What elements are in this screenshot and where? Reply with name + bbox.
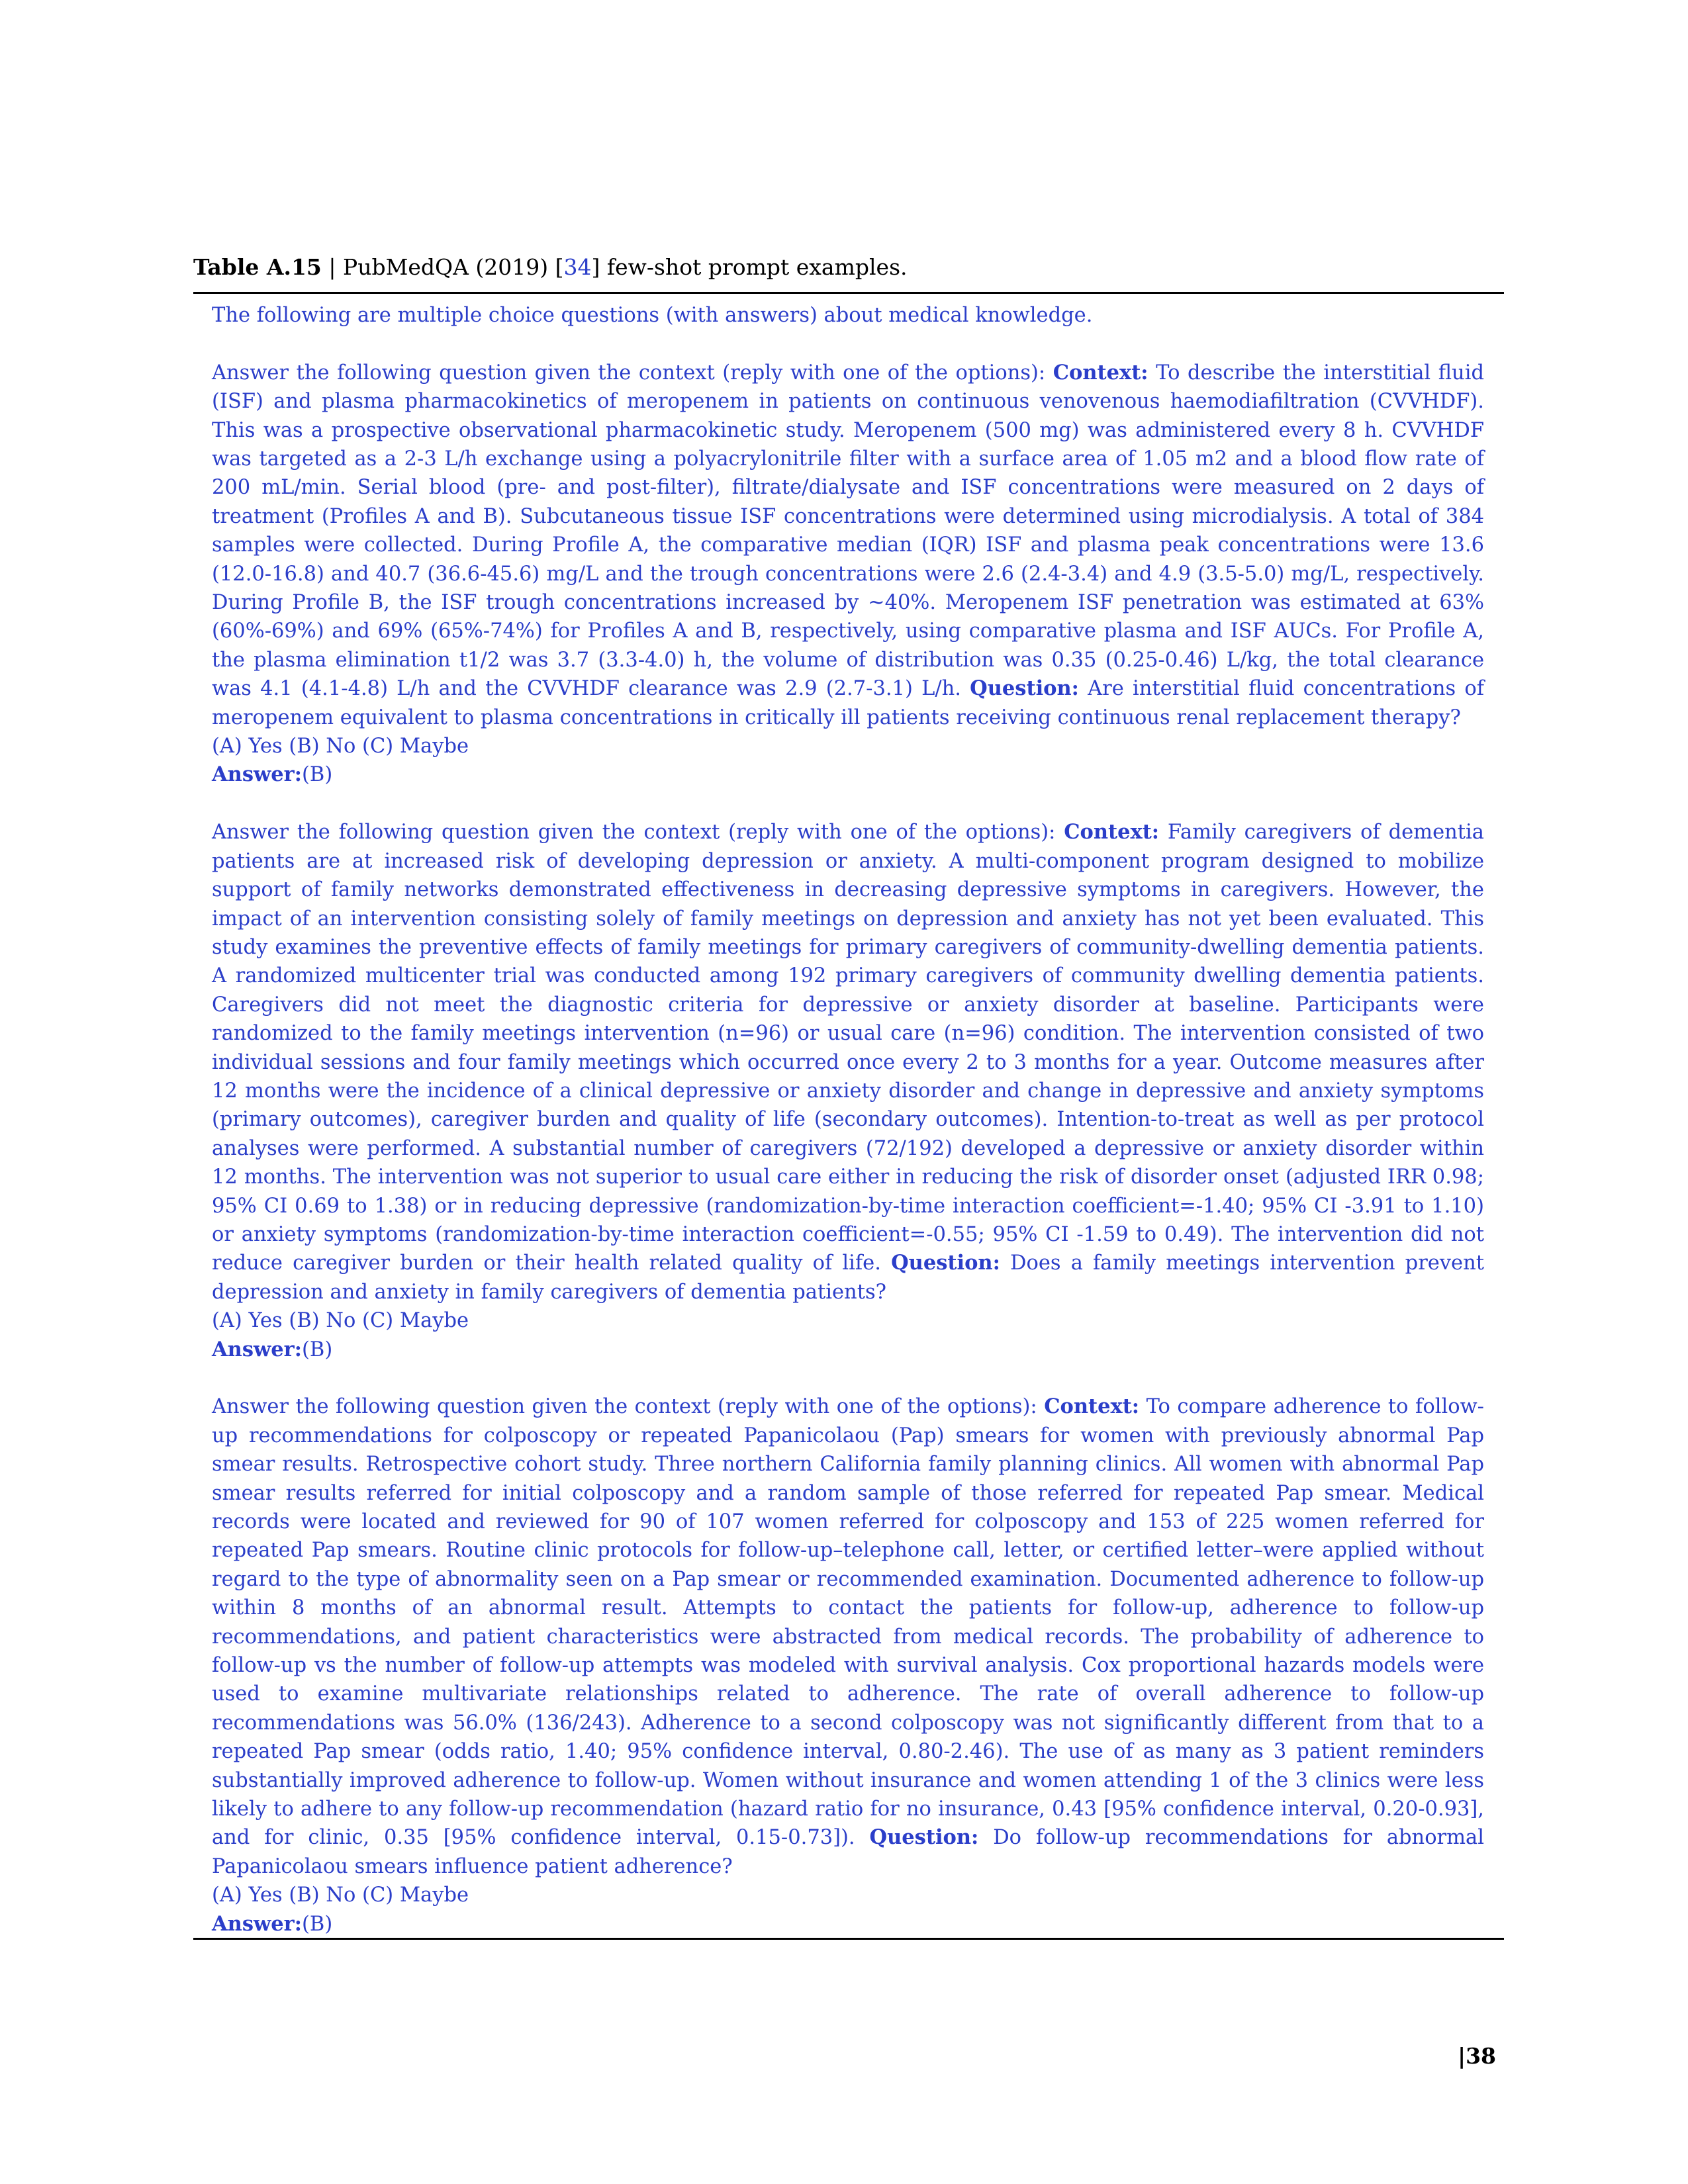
example-3-question-label: Question:: [869, 1825, 979, 1850]
intro-line: The following are multiple choice questions (with answers) about medical knowledge.: [212, 304, 1093, 327]
example-2-lead: Answer the following question given the context (reply with one of the options):: [212, 821, 1064, 844]
example-3-answer-value: (B): [302, 1912, 333, 1936]
example-1-context-text: To describe the interstitial fluid (ISF) and plasma pharmacokinetics of meropenem in patients on continuous venovenous haemodiafiltration (CVVHDF). This was a prospective observational pharmacokinetic study. Meropenem (500 mg) was administered every 8 h. CVVHDF was targeted as a 2-3 L/h exchange using a polyacrylonitrile filter with a surface area of 1.05 m2 and a blood flow rate of 200 mL/min. Serial blood (pre- and post-filter), filtrate/dialysate and ISF concentrations were measured on 2 days of treatment (Profiles A and B). Subcutaneous tissue ISF concentrations were determined using microdialysis. A total of 384 samples were collected. During Profile A, the comparative median (IQR) ISF and plasma peak concentrations were 13.6 (12.0-16.8) and 40.7 (36.6-45.6) mg/L and the trough concentrations were 2.6 (2.4-3.4) and 4.9 (3.5-5.0) mg/L, respectively. During Profile B, the ISF trough concentrations increased by ∼40%. Meropenem ISF penetration was estimated at 63% (60%-69%) and 69% (65%-74%) for Profiles A and B, respectively, using comparative plasma and ISF AUCs. For Profile A, the plasma elimination t1/2 was 3.7 (3.3-4.0) h, the volume of distribution was 0.35 (0.25-0.46) L/kg, the total clearance was 4.1 (4.1-4.8) L/h and the CVVHDF clearance was 2.9 (2.7-3.1) L/h.: [212, 361, 1484, 701]
example-3-options: (A) Yes (B) No (C) Maybe: [212, 1884, 469, 1907]
example-2-options: (A) Yes (B) No (C) Maybe: [212, 1309, 469, 1333]
example-3-lead: Answer the following question given the context (reply with one of the options):: [212, 1395, 1045, 1419]
example-2-question-text: Does a family meetings intervention prevent depression and anxiety in family caregivers of dementia patients?: [212, 1251, 1484, 1304]
example-1-question-text: Are interstitial fluid concentrations of meropenem equivalent to plasma concentrations in critically ill patients receiving continuous renal replacement therapy?: [212, 677, 1484, 729]
spacer: [212, 790, 1484, 818]
caption-dataset: PubMedQA (2019) [: [343, 254, 564, 280]
example-1-answer: [212, 760, 1484, 789]
example-1-context-paragraph: [212, 359, 1484, 732]
example-1-question-label: Question:: [970, 676, 1079, 701]
example-3-context-text: To compare adherence to follow-up recommendations for colposcopy or repeated Papanicolaou (Pap) smears for women with previously abnormal Pap smear results. Retrospective cohort study. Three northern California family planning clinics. All women with abnormal Pap smear results referred for initial colposcopy and a random sample of those referred for repeated Pap smear. Medical records were located and reviewed for 90 of 107 women referred for colposcopy and 153 of 225 women referred for repeated Pap smears. Routine clinic protocols for follow-up–telephone call, letter, or certified letter–were applied without regard to the type of abnormality seen on a Pap smear or recommended examination. Documented adherence to follow-up within 8 months of an abnormal result. Attempts to contact the patients for follow-up, adherence to follow-up recommendations, and patient characteristics were abstracted from medical records. The probability of adherence to follow-up vs the number of follow-up attempts was modeled with survival analysis. Cox proportional hazards models were used to examine multivariate relationships related to adherence. The rate of overall adherence to follow-up recommendations was 56.0% (136/243). Adherence to a second colposcopy was not significantly different from that to a repeated Pap smear (odds ratio, 1.40; 95% confidence interval, 0.80-2.46). The use of as many as 3 patient reminders substantially improved adherence to follow-up. Women without insurance and women attending 1 of the 3 clinics were less likely to adhere to any follow-up recommendation (hazard ratio for no insurance, 0.43 [95% confidence interval, 0.20-0.93], and for clinic, 0.35 [95% confidence interval, 0.15-0.73]).: [212, 1395, 1484, 1850]
bottom-rule: [193, 1938, 1504, 1940]
caption-separator: |: [321, 254, 344, 280]
example-1-lead: Answer the following question given the context (reply with one of the options):: [212, 361, 1053, 385]
example-3-context-label: Context:: [1044, 1394, 1140, 1419]
top-rule: [193, 292, 1504, 294]
example-3-question-text: Do follow-up recommendations for abnormal Papanicolaou smears influence patient adherence?: [212, 1826, 1484, 1878]
page-number: |38: [1458, 2043, 1496, 2069]
example-2-context-paragraph: [212, 818, 1484, 1306]
spacer: [212, 1364, 1484, 1392]
table-caption: [193, 253, 1504, 282]
example-2-question-label: Question:: [891, 1251, 1000, 1275]
example-1-answer-label: Answer:: [212, 762, 302, 787]
example-2-answer-value: (B): [302, 1338, 333, 1361]
example-2-context-label: Context:: [1064, 820, 1160, 844]
citation-link[interactable]: 34: [563, 254, 592, 280]
example-2-context-text: Family caregivers of dementia patients are at increased risk of developing depression or anxiety. A multi-component program designed to mobilize support of family networks demonstrated effectiveness in decreasing depressive symptoms in caregivers. However, the impact of an intervention consisting solely of family meetings on depression and anxiety has not yet been evaluated. This study examines the preventive effects of family meetings for primary caregivers of community-dwelling dementia patients. A randomized multicenter trial was conducted among 192 primary caregivers of community dwelling dementia patients. Caregivers did not meet the diagnostic criteria for depressive or anxiety disorder at baseline. Participants were randomized to the family meetings intervention (n=96) or usual care (n=96) condition. The intervention consisted of two individual sessions and four family meetings which occurred once every 2 to 3 months for a year. Outcome measures after 12 months were the incidence of a clinical depressive or anxiety disorder and change in depressive and anxiety symptoms (primary outcomes), caregiver burden and quality of life (secondary outcomes). Intention-to-treat as well as per protocol analyses were performed. A substantial number of caregivers (72/192) developed a depressive or anxiety disorder within 12 months. The intervention was not superior to usual care either in reducing the risk of disorder onset (adjusted IRR 0.98; 95% CI 0.69 to 1.38) or in reducing depressive (randomization-by-time interaction coefficient=-1.40; 95% CI -3.91 to 1.10) or anxiety symptoms (randomization-by-time interaction coefficient=-0.55; 95% CI -1.59 to 0.49). The intervention did not reduce caregiver burden or their health related quality of life.: [212, 821, 1484, 1275]
example-2-answer: [212, 1336, 1484, 1364]
example-1-options: (A) Yes (B) No (C) Maybe: [212, 735, 469, 758]
example-3-context-paragraph: [212, 1392, 1484, 1881]
spacer: [212, 330, 1484, 358]
example-2-answer-label: Answer:: [212, 1337, 302, 1361]
example-1-context-label: Context:: [1053, 360, 1149, 385]
example-3-answer-label: Answer:: [212, 1911, 302, 1936]
caption-suffix: ] few-shot prompt examples.: [591, 254, 908, 280]
prompt-body: [212, 301, 1484, 1938]
example-1-answer-value: (B): [302, 763, 333, 787]
table-label: Table A.15: [193, 254, 322, 280]
example-3-answer: [212, 1910, 1484, 1938]
